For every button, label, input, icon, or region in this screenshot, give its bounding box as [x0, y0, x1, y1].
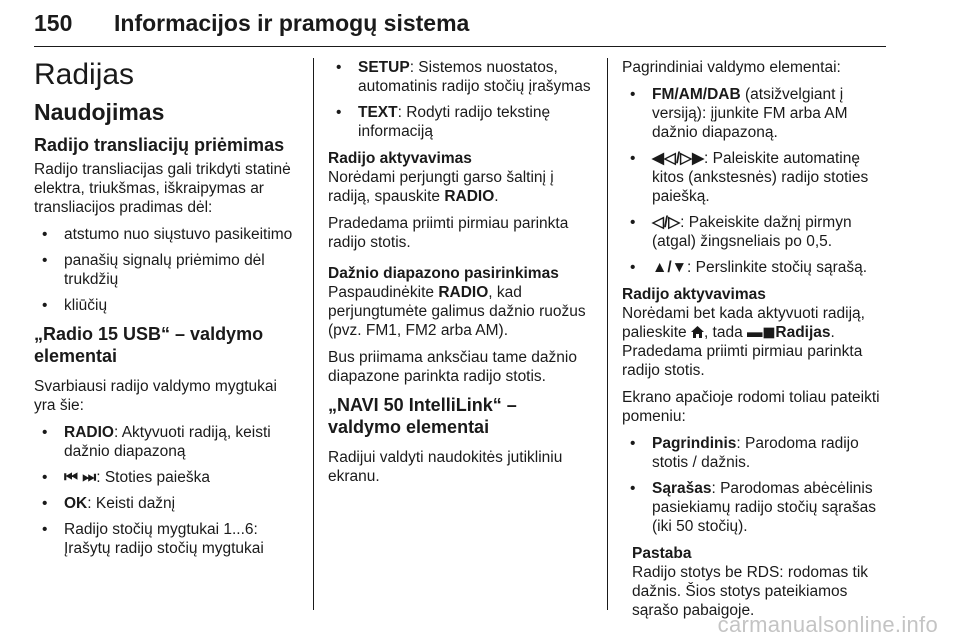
section-title: Radijas	[34, 58, 135, 91]
note-title: Pastaba	[632, 545, 692, 562]
heading-radio-reception: Radijo transliacijų priėmimas	[34, 135, 285, 155]
column-divider-2	[607, 58, 608, 610]
note	[622, 544, 888, 620]
paragraph: Pagrindiniai valdymo elementai:	[622, 59, 841, 76]
control-key: Sąrašas	[652, 480, 712, 497]
list-item: • Radijo stočių mygtukai 1...6: Įrašytų radijo stočių mygtukai	[34, 520, 300, 558]
seek-icons: ⏮ ⏭	[64, 469, 97, 486]
list-item: • RADIO: Aktyvuoti radiją, keisti dažnio diapazoną	[34, 423, 300, 461]
heading-radio-activation: Radijo aktyvavimas	[622, 286, 766, 303]
list-item: • TEXT: Rodyti radijo tekstinę informaciją	[328, 103, 594, 141]
list-item: • ▲/▼: Perslinkite stočių sąrašą.	[622, 258, 888, 277]
control-key: FM/AM/DAB	[652, 86, 741, 103]
paragraph: Pradedama priimti pirmiau parinkta radijo stotis.	[622, 343, 863, 379]
page-header-title: Informacijos ir pramogų sistema	[114, 10, 470, 36]
list-item: • kliūčių	[34, 296, 300, 315]
heading-band-selection: Dažnio diapazono pasirinkimas	[328, 265, 559, 282]
control-list	[328, 58, 594, 141]
step-arrows-icon: ◁/▷	[652, 214, 681, 231]
list-item: • SETUP: Sistemos nuostatos, automatinis radijo stočių įrašymas	[328, 58, 594, 96]
paragraph: Norėdami perjungti garso šaltinį į radiją, spauskite RADIO.	[328, 169, 554, 205]
home-icon	[691, 324, 704, 341]
list-item: • FM/AM/DAB (atsižvelgiant į versiją): įjunkite FM arba AM dažnio diapazoną.	[622, 85, 888, 142]
submenu-list	[622, 434, 888, 536]
page-number: 150	[34, 10, 73, 36]
list-item: • Sąrašas: Parodomas abėcėlinis pasiekiamų radijo stočių sąrašas (iki 50 stočių).	[622, 479, 888, 536]
list-item: • panašių signalų priėmimo dėl trukdžių	[34, 251, 300, 289]
control-list	[34, 423, 300, 558]
list-item: • atstumo nuo siųstuvo pasikeitimo	[34, 225, 300, 244]
paragraph: Bus priimama anksčiau tame dažnio diapazone parinkta radijo stotis.	[328, 349, 577, 385]
list-item: • ◁/▷: Pakeiskite dažnį pirmyn (atgal) žingsneliais po 0,5.	[622, 213, 888, 251]
control-list	[622, 85, 888, 277]
heading-navi50-controls: „NAVI 50 IntelliLink“ – valdymo elementai	[328, 395, 517, 437]
control-key: Pagrindinis	[652, 435, 737, 452]
list-item: • Pagrindinis: Parodoma radijo stotis / dažnis.	[622, 434, 888, 472]
header-rule	[34, 46, 886, 47]
control-key: OK	[64, 495, 88, 512]
heading-radio-activation: Radijo aktyvavimas	[328, 150, 472, 167]
paragraph: Radijui valdyti naudokitės jutikliniu ekranu.	[328, 449, 563, 485]
bullet-list	[34, 225, 300, 315]
paragraph: Paspaudinėkite RADIO, kad perjungtumėte galimus dažnio ruožus (pvz. FM1, FM2 arba AM).	[328, 284, 586, 339]
column-2	[328, 58, 594, 494]
paragraph: Ekrano apačioje rodomi toliau pateikti pomeniu:	[622, 389, 880, 425]
page-header	[34, 10, 884, 46]
paragraph: Svarbiausi radijo valdymo mygtukai yra šie:	[34, 378, 277, 414]
list-item: • OK: Keisti dažnį	[34, 494, 300, 513]
up-down-arrows-icon: ▲/▼	[652, 259, 687, 276]
paragraph: Pradedama priimti pirmiau parinkta radijo stotis.	[328, 215, 569, 251]
list-item: • ⏮ ⏭: Stoties paieška	[34, 468, 300, 487]
heading-radio15-controls: „Radio 15 USB“ – valdymo elementai	[34, 324, 264, 366]
seek-arrows-icon: ◀◁/▷▶	[652, 150, 704, 167]
list-item: • ◀◁/▷▶: Paleiskite automatinę kitos (ankstesnės) radijo stoties paiešką.	[622, 149, 888, 206]
paragraph: Radijo transliacijas gali trikdyti statinė elektra, triukšmas, iškraipymas ar transliacijos pradimas dėl:	[34, 161, 291, 216]
column-1	[34, 58, 300, 566]
control-key: RADIO	[64, 424, 114, 441]
note-text: Radijo stotys be RDS: rodomas tik dažnis. Šios stotys pateikiamos sąrašo pabaigoje.	[632, 564, 869, 619]
watermark: carmanualsonline.info	[717, 612, 938, 637]
column-3	[622, 58, 888, 620]
paragraph: Norėdami bet kada aktyvuoti radiją, palieskite , tada ▬◼Radijas.	[622, 305, 865, 341]
control-key: TEXT	[358, 104, 398, 121]
control-key: SETUP	[358, 59, 410, 76]
column-divider-1	[313, 58, 314, 610]
subsection-title: Naudojimas	[34, 99, 165, 125]
